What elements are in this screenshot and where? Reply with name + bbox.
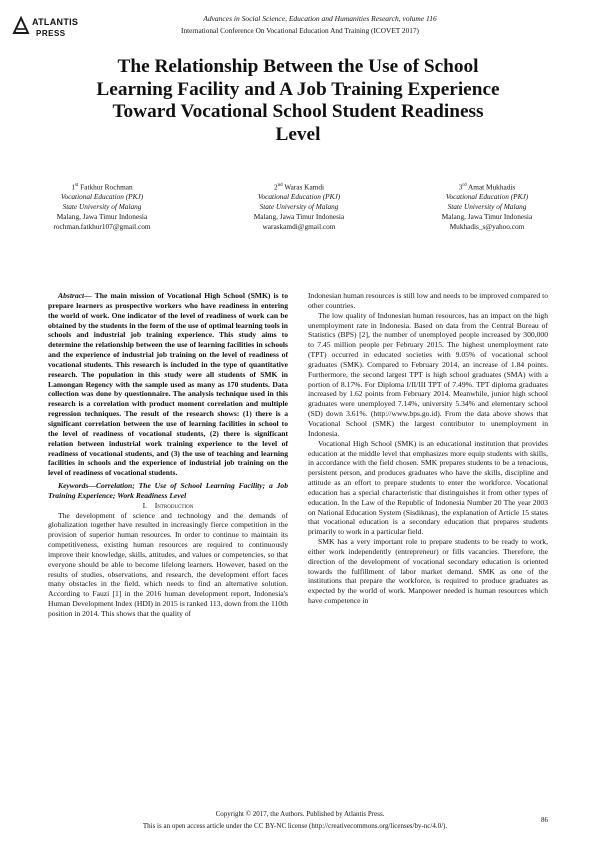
keywords: Keywords—Correlation; The Use of School Learning Facility; a Job Training Experience; Work Readiness Level xyxy=(48,481,288,500)
abstract-label: Abstract— xyxy=(58,291,92,300)
body-paragraph: The low quality of Indonesian human resources, has an impact on the high unemployment rate in Indonesia. Based on data from the Central Bureau of Statistics (BPS) [2], the number of unemployed people increased by 300,000 to 7.45 million people per February 2015. The highest unemployment rate (TPT) occurred in educated societies with 9.05% of vocational school graduates (SMK). Compared to February 2014, an increase of 1.84 points. Furthermore, the second largest TPT is high school graduates (SMA) with a portion of 8.17%. For Diploma I/II/III TPT of 7.49%. TPT diploma graduates increased by 1.62 points from February 2014. Meanwhile, junior high school graduates were unemployed 7.14%, university 5.34% and elementary school (SD) down 3.61%. (http://www.bps.go.id). From the data above shows that Vocational School (SMK) the largest contributor to unemployment in Indonesia. xyxy=(308,310,548,438)
title-line: Level xyxy=(275,123,321,145)
author-affiliation: Vocational Education (PKJ) xyxy=(60,192,144,202)
author-affiliation: Vocational Education (PKJ) xyxy=(445,192,529,202)
author-location: Malang, Jawa Timur Indonesia xyxy=(253,211,345,221)
title-line: Learning Facility and A Job Training Experience xyxy=(96,78,500,100)
journal-header: Advances in Social Science, Education and Humanities Research, volume 116 xyxy=(203,14,437,23)
body-paragraph: SMK has a very important role to prepare students to be ready to work, either work independently (entrepreneur) or fills vacancies. Therefore, the direction of the development of vocational secondary education is oriented towards the fulfillment of labor market demand. SMK as one of the institutions that prepare the workforce, is required to produce graduates as expected by the world of work. Manpower needed is human resources which have competence in xyxy=(308,537,548,606)
author-location: Malang, Jawa Timur Indonesia xyxy=(56,211,148,221)
left-column xyxy=(48,291,288,619)
author-email: rochman.fatkhur107@gmail.com xyxy=(53,221,151,231)
section-heading: I. Introduction xyxy=(142,500,194,510)
abstract xyxy=(48,291,288,478)
author-block-3 xyxy=(407,181,567,231)
title-line: Toward Vocational School Student Readiness xyxy=(112,101,484,122)
abstract-body: The main mission of Vocational High School (SMK) is to prepare learners as prospective workers who have readiness in entering the world of work. One indicator of the level of readiness of work can be obtained by the students in the form of the use of optimal learning tools in schools and industrial job training experience. This study aims to determine the relationship between the use of learning facilities in schools and the experience of industrial job training on the level of readiness of vocational students. This research is included in the type of quantitative research. The population in this study were all students of SMK in Lamongan Regency with the sample used as many as 170 students. Data collection was done by questionnaire. The analysis technique used in this research is a correlation with product moment correlation and multiple regression techniques. The result of the research shows: (1) there is a significant correlation between the use of learning facilities in school to the level of readiness of vocational students, (2) there is significant relation between industrial work training experience to the level of readiness of vocational students, and (3) the use of teaching and learning facilities in schools and the experience of industrial job training on the level of readiness of vocational students. xyxy=(48,291,288,478)
author-block-1 xyxy=(22,181,182,231)
author-university: State University of Malang xyxy=(447,202,527,212)
copyright-notice: Copyright © 2017, the Authors. Published by Atlantis Press. xyxy=(215,810,385,818)
author-name: 1st Fatkhur Rochman xyxy=(71,182,133,192)
author-university: State University of Malang xyxy=(259,202,339,212)
logo-text-atlantis: ATLANTIS xyxy=(32,17,79,27)
page-number: 86 xyxy=(541,816,548,824)
title-line: The Relationship Between the Use of School xyxy=(117,56,479,77)
body-paragraph: Indonesian human resources is still low and needs to be improved compared to other countries. xyxy=(308,291,548,310)
conference-header: International Conference On Vocational Education And Training (ICOVET 2017) xyxy=(181,26,419,35)
author-name: 3rd Amat Mukhadis xyxy=(458,182,516,192)
author-name: 2nd Waras Kamdi xyxy=(273,182,325,192)
author-affiliation: Vocational Education (PKJ) xyxy=(257,192,341,202)
author-email: waraskamdi@gmail.com xyxy=(262,221,336,231)
author-email: Mukhadis_s@yahoo.com xyxy=(449,221,525,231)
author-university: State University of Malang xyxy=(62,202,142,212)
body-paragraph: Vocational High School (SMK) is an educational institution that provides education at the middle level that emphasizes more equip students with skills, in accordance with the field chosen. SMK prepares students to be a tenacious, persistent person, and produces graduates who have the skills, discipline and attitude as an effort to prepare students to enter the workforce. Vocational education has a special characteristic that distinguishes it from other types of education. In the Law of the Republic of Indonesia Number 20 The year 2003 on National Education System (Sisdiknas), the explanation of Article 15 states that vocational education is a secondary education that prepares students primarily to work in a particular field. xyxy=(308,438,548,537)
body-paragraph: The development of science and technology and the demands of globalization together have resulted in increasingly fierce competition in the provision of superior human resources. In order to continue to maintain its competitiveness, existing human resources are required to continuously improve their knowledge, skills, attitudes, and values or competencies, so that everyone should be able to become lifelong learners. However, based on the results of studies, observations, and research, the development effort faces many obstacles in the field, which needs to find an alternative solution. According to Fauzi [1] in the 2016 human development report, Indonesia's Human Development Index (HDI) in 2015 is ranked 113, down from the 110th position in 2014. This shows that the quality of xyxy=(48,510,288,618)
logo-text-press: PRESS xyxy=(36,29,66,38)
atlantis-press-logo xyxy=(10,15,90,49)
atlantis-logo-icon xyxy=(10,15,32,37)
author-location: Malang, Jawa Timur Indonesia xyxy=(441,211,533,221)
license-notice: This is an open access article under the CC BY-NC license (http://creativecommons.org/licenses/by-nc/4.0/). xyxy=(142,822,448,830)
paper-title xyxy=(40,56,556,146)
author-block-2 xyxy=(219,181,379,231)
right-column xyxy=(308,291,548,606)
